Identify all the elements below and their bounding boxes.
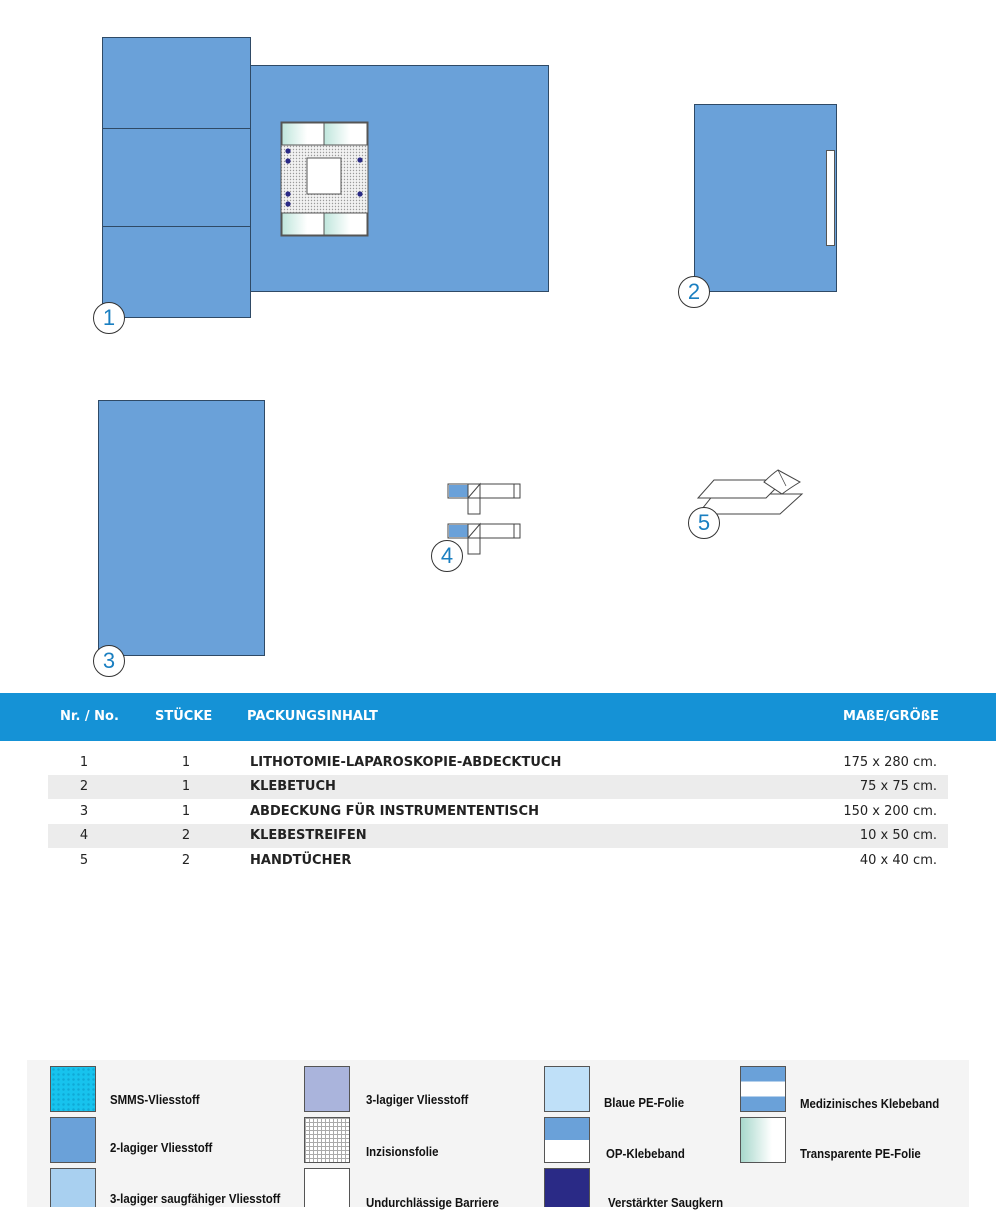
legend-label: 3-lagiger saugfähiger Vliesstoff bbox=[110, 1191, 281, 1206]
drape-left-flap-bottom bbox=[102, 226, 251, 318]
legend-label: Blaue PE-Folie bbox=[604, 1095, 685, 1110]
table-row bbox=[48, 849, 948, 873]
cell-stuecke: 2 bbox=[181, 853, 191, 868]
adhesive-drape-panel bbox=[694, 104, 837, 292]
swatch-blue-pe-film bbox=[544, 1066, 590, 1112]
drape-left-flap-middle bbox=[102, 128, 251, 227]
table-row bbox=[48, 800, 948, 824]
swatch-2-layer bbox=[50, 1117, 96, 1163]
legend-label: Transparente PE-Folie bbox=[800, 1146, 921, 1161]
cell-inhalt: ABDECKUNG FÜR INSTRUMENTENTISCH bbox=[250, 804, 539, 819]
swatch-reinforced-absorbent-core bbox=[544, 1168, 590, 1207]
legend-label: Medizinisches Klebeband bbox=[800, 1096, 940, 1111]
legend-label: 3-lagiger Vliesstoff bbox=[366, 1092, 469, 1107]
table-header bbox=[0, 693, 996, 741]
cell-nr: 4 bbox=[79, 828, 89, 843]
swatch-smms bbox=[50, 1066, 96, 1112]
header-stuecke: STÜCKE bbox=[155, 709, 213, 724]
table-row bbox=[48, 824, 948, 848]
cell-stuecke: 2 bbox=[181, 828, 191, 843]
callout-3: 3 bbox=[93, 645, 125, 677]
cell-nr: 2 bbox=[79, 779, 89, 794]
cell-inhalt: LITHOTOMIE-LAPAROSKOPIE-ABDECKTUCH bbox=[250, 755, 562, 770]
legend-label: Inzisionsfolie bbox=[366, 1144, 439, 1159]
cell-stuecke: 1 bbox=[181, 755, 191, 770]
callout-1: 1 bbox=[93, 302, 125, 334]
swatch-3-layer-absorbent bbox=[50, 1168, 96, 1207]
header-masse: MAßE/GRÖßE bbox=[843, 709, 939, 724]
cell-masse: 10 x 50 cm. bbox=[859, 828, 937, 843]
callout-4: 4 bbox=[431, 540, 463, 572]
cell-masse: 175 x 280 cm. bbox=[843, 755, 937, 770]
header-nr: Nr. / No. bbox=[60, 709, 119, 724]
incision-window bbox=[280, 121, 370, 237]
swatch-transparent-pe-film bbox=[740, 1117, 786, 1163]
cell-inhalt: KLEBESTREIFEN bbox=[250, 828, 367, 843]
cell-inhalt: KLEBETUCH bbox=[250, 779, 336, 794]
cell-masse: 40 x 40 cm. bbox=[859, 853, 937, 868]
material-legend bbox=[27, 1060, 969, 1210]
legend-label: SMMS-Vliesstoff bbox=[110, 1092, 200, 1107]
drape-left-flap-top bbox=[102, 37, 251, 129]
cell-nr: 3 bbox=[79, 804, 89, 819]
cell-nr: 5 bbox=[79, 853, 89, 868]
adhesive-strip-top bbox=[448, 484, 520, 514]
cell-stuecke: 1 bbox=[181, 804, 191, 819]
cell-masse: 150 x 200 cm. bbox=[843, 804, 937, 819]
table-row bbox=[48, 775, 948, 799]
callout-2: 2 bbox=[678, 276, 710, 308]
cell-inhalt: HANDTÜCHER bbox=[250, 853, 352, 868]
swatch-impermeable-barrier bbox=[304, 1168, 350, 1207]
cell-nr: 1 bbox=[79, 755, 89, 770]
legend-label: OP-Klebeband bbox=[606, 1146, 685, 1161]
callout-5: 5 bbox=[688, 507, 720, 539]
header-inhalt: PACKUNGSINHALT bbox=[247, 709, 378, 724]
legend-label: 2-lagiger Vliesstoff bbox=[110, 1140, 213, 1155]
legend-label: Verstärkter Saugkern bbox=[608, 1195, 724, 1210]
swatch-medical-tape bbox=[740, 1066, 786, 1112]
adhesive-tape-strip bbox=[826, 150, 835, 246]
swatch-3-layer bbox=[304, 1066, 350, 1112]
swatch-op-tape bbox=[544, 1117, 590, 1163]
instrument-table-cover bbox=[98, 400, 265, 656]
table-row bbox=[48, 751, 948, 775]
swatch-incision-film bbox=[304, 1117, 350, 1163]
cell-masse: 75 x 75 cm. bbox=[859, 779, 937, 794]
legend-label: Undurchlässige Barriere bbox=[366, 1195, 499, 1210]
cell-stuecke: 1 bbox=[181, 779, 191, 794]
